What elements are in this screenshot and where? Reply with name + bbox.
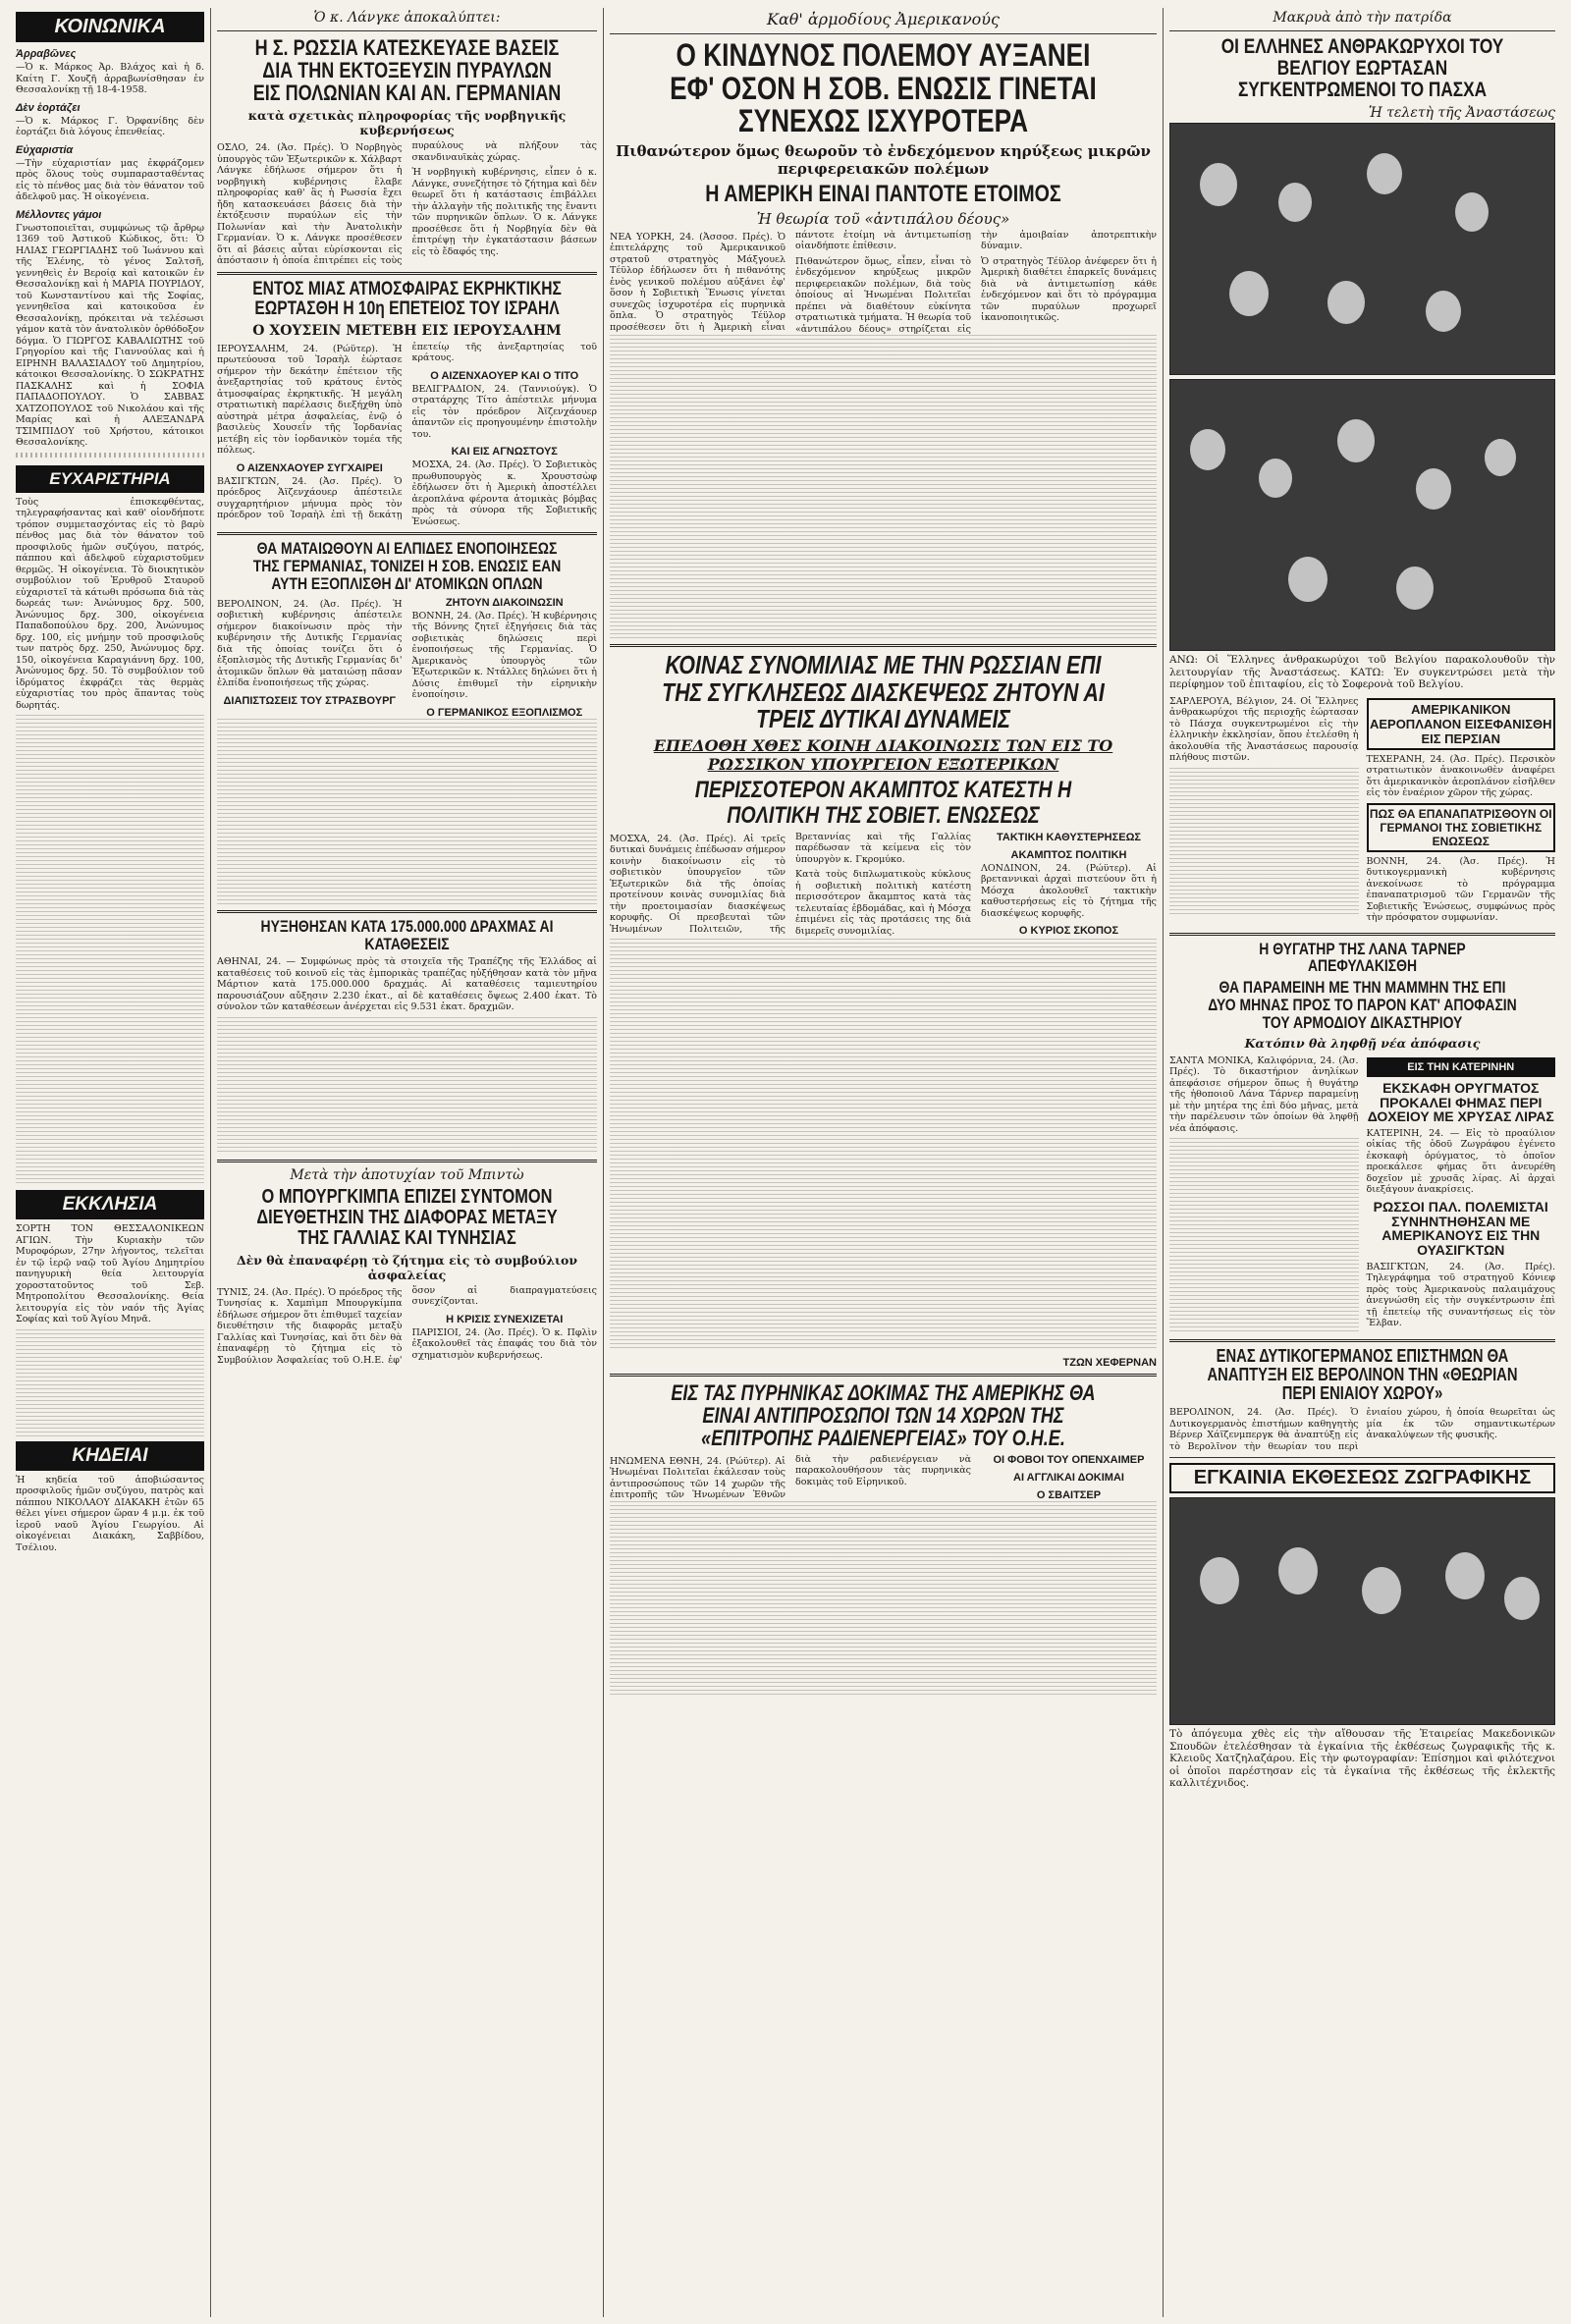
article-subhead: κατὰ σχετικὰς πληροφορίας τῆς νορβηγικῆς κυβερνήσεως	[247, 108, 567, 138]
article-body-western-powers	[610, 832, 1157, 940]
photo-gathering	[1169, 379, 1555, 651]
article-headline-war-risk: Ο ΚΙΝΔΥΝΟΣ ΠΟΛΕΜΟΥ ΑΥΞΑΝΕΙ ΕΦ' ΟΣΟΝ Η ΣΟΒ. ΕΝΩΣΙΣ ΓΙΝΕΤΑΙ ΣΥΝΕΧΩΣ ΙΣΧΥΡΟΤΕΡΑ	[670, 37, 1097, 139]
paragraph: ΗΝΩΜΕΝΑ ΕΘΝΗ, 24. (Ρώϋτερ). Αἱ Ἡνωμέναι Πολιτεῖαι ἐκάλεσαν τοὺς ἀντιπροσώπους τῶν 14 χωρῶν τῆς ἐπιτροπῆς τῶν Ἡνωμένων Ἐθνῶν διὰ τὴν ραδιενέργειαν νὰ παρακολουθήσουν τὰς πυρηνικὰς δοκιμὰς τοῦ Εἰρηνικοῦ.	[610, 1453, 971, 1501]
paragraph: ΟΣΛΟ, 24. (Ἀσ. Πρές). Ὁ Νορβηγὸς ὑπουργὸς τῶν Ἐξωτερικῶν κ. Χάλβαρτ Λάνγκε ἐδήλωσε σήμερον ὅτι ἡ νορβηγικὴ κυβέρνησις ἔλαβε πληροφορίας καθ' ἃς ἡ Ρωσσία ἔχει ἤδη κατασκευάσει βάσεις διὰ τὴν ἐκτόξευσιν πυραύλων εἰς τὴν Πολωνίαν καὶ τὴν Ἀνατολικὴν Γερμανίαν. Ὁ κ. Λάνγκε προσέθεσεν ὅτι αἱ βάσεις αὗται εὑρίσκονται εἰς ἀπόστασιν ἡ ὁποία ἐπιτρέπει εἰς τοὺς πυραύλους νὰ πλήξουν τὰς σκανδιναυϊκὰς χώρας.	[217, 140, 597, 267]
subheading: ΑΚΑΜΠΤΟΣ ΠΟΛΙΤΙΚΗ	[1010, 848, 1127, 861]
article-body-deposits: ΑΘΗΝΑΙ, 24. — Συμφώνως πρὸς τὰ στοιχεῖα τῆς Τραπέζης τῆς Ἑλλάδος αἱ καταθέσεις τοῦ κοινοῦ εἰς τὰς ἐμπορικὰς τραπέζας ηὐξήθησαν κατὰ τὸν μῆνα Μάρτιον κατὰ 175.000.000 δραχμάς. Αἱ καταθέσεις ταμιευτηρίου παρουσιάζουν αὔξησιν 2.230 ἑκατ., αἱ δὲ καταθέσεις ὄψεως 2.400 ἑκατ. Τὸ σύνολον τῶν καταθέσεων ἀνέρχεται εἰς 9.531 ἑκατ. δραχμῶν.	[217, 956, 597, 1013]
text-filler	[16, 715, 204, 1186]
text-filler-2	[610, 939, 1157, 1351]
section-title-social: ΚΟΙΝΩΝΙΚΑ	[16, 12, 204, 42]
paragraph: ΜΟΣΧΑ, 24. (Ἀσ. Πρές). Αἱ τρεῖς δυτικαὶ δυνάμεις ἐπέδωσαν σήμερον κοινὴν διακοίνωσιν εἰς τὸ σοβιετικὸν ὑπουργεῖον τῶν Ἐξωτερικῶν διὰ τῆς ὁποίας προτείνουν κοινὰς συνομιλίας διὰ τὴν προετοιμασίαν διασκέψεως κορυφῆς. Οἱ πρεσβευταὶ τῶν Ἡνωμένων Πολιτειῶν, τῆς Βρεταννίας καὶ τῆς Γαλλίας παρέδωσαν τὰ κείμενα εἰς τὸν ὑπουργὸν κ. Γκρομύκο.	[610, 831, 971, 935]
article-headline-rockets: Η Σ. ΡΩΣΣΙΑ ΚΑΤΕΣΚΕΥΑΣΕ ΒΑΣΕΙΣ ΔΙΑ ΤΗΝ ΕΚΤΟΞΕΥΣΙΝ ΠΥΡΑΥΛΩΝ ΕΙΣ ΠΟΛΩΝΙΑΝ ΚΑΙ ΑΝ. ΓΕΡΜΑΝΙΑΝ	[252, 35, 562, 106]
paragraph: Ὁ στρατηγὸς Τέϋλορ ἀνέφερεν ὅτι ἡ Ἀμερικὴ διαθέτει ἐπαρκεῖς δυνάμεις διὰ νὰ ἀντιμετωπίσῃ κάθε ἐνδεχόμενον καὶ ὅτι τὸ πρόγραμμα τῶν πυραύλων προχωρεῖ ἱκανοποιητικῶς.	[981, 255, 1157, 324]
article-headline-lana-turner: Η ΘΥΓΑΤΗΡ ΤΗΣ ΛΑΝΑ ΤΑΡΝΕΡ ΑΠΕΦΥΛΑΚΙΣΘΗ	[1259, 939, 1466, 976]
article-subhead-tunisia: Δὲν θὰ ἐπαναφέρῃ τὸ ζήτημα εἰς τὸ συμβούλιον ἀσφαλείας	[236, 1252, 578, 1282]
article-body-rockets	[217, 140, 597, 267]
article-body-tunisia	[217, 1285, 597, 1367]
funeral-text: Ἡ κηδεία τοῦ ἀποβιώσαντος προσφιλοῦς ἡμῶν συζύγου, πατρὸς καὶ πάππου ΝΙΚΟΛΑΟΥ ΔΙΑΚΑΚΗ ἐτῶν 65 θέλει γίνει σήμερον ὥραν 4 μ.μ. ἐκ τοῦ ἱεροῦ ναοῦ Ἁγίου Γεωργίου. Αἱ οἰκογένειαι Διακάκη, Σαββίδου, Τσέλιου.	[16, 1474, 204, 1553]
subheading: ΚΑΙ ΕΙΣ ΑΓΝΩΣΤΟΥΣ	[451, 446, 558, 459]
article-kicker: Ὁ κ. Λάνγκε ἀποκαλύπτει:	[313, 10, 501, 26]
article-body-germany	[217, 597, 597, 719]
article-body-war	[610, 230, 1157, 336]
section-title-funerals: ΚΗΔΕΙΑΙ	[16, 1441, 204, 1471]
article-headline-america-ready: Η ΑΜΕΡΙΚΗ ΕΙΝΑΙ ΠΑΝΤΟΤΕ ΕΤΟΙΜΟΣ	[705, 180, 1061, 207]
article-headline-exhibition: ΕΓΚΑΙΝΙΑ ΕΚΘΕΣΕΩΣ ΖΩΓΡΑΦΙΚΗΣ	[1169, 1463, 1555, 1493]
article-body-israel	[217, 342, 597, 528]
photo-easter-service	[1169, 123, 1555, 375]
article-headline-western-powers: ΚΟΙΝΑΣ ΣΥΝΟΜΙΛΙΑΣ ΜΕ ΤΗΝ ΡΩΣΣΙΑΝ ΕΠΙ ΤΗΣ ΣΥΓΚΛΗΣΕΩΣ ΔΙΑΣΚΕΨΕΩΣ ΖΗΤΟΥΝ ΑΙ ΤΡΕΙΣ ΔΥΤΙΚΑΙ ΔΥΝΑΜΕΙΣ	[662, 650, 1105, 734]
article-body-plane: ΤΕΧΕΡΑΝΗ, 24. (Ἀσ. Πρές). Περσικὸν στρατιωτικὸν ἀνακοινωθὲν ἀναφέρει ὅτι ἀμερικανικὸν ἀεροπλάνον εἰσῆλθεν εἰς τὸν ἐναέριον χῶρον τῆς χώρας.	[1366, 753, 1555, 799]
text-filler-2	[217, 1017, 597, 1155]
engagements-text: —Ὁ κ. Μάρκος Ἀρ. Βλάχος καὶ ἡ δ. Καίτη Γ. Χουζῆ ἀρραβωνίσθησαν ἐν Θεσσαλονίκῃ τῇ 18-4-1958.	[16, 62, 204, 95]
article-headline-deposits: ΗΥΞΗΘΗΣΑΝ ΚΑΤΑ 175.000.000 ΔΡΑΧΜΑΣ ΑΙ ΚΑΤΑΘΕΣΕΙΣ	[260, 916, 554, 953]
article-body-miners: ΣΑΡΛΕΡΟΥΑ, Βέλγιον, 24. Οἱ Ἕλληνες ἀνθρακωρύχοι τῆς περιοχῆς ἑώρτασαν τὸ Πάσχα συγκεντρωμένοι εἰς τὴν ἑλληνικὴν ἐκκλησίαν, ὅπου ἐτελέσθη ἡ ἀκολουθία τῆς Ἀναστάσεως παρουσίᾳ πλήθους πιστῶν.	[1169, 695, 1359, 764]
article-kicker-tunisia: Μετὰ τὴν ἀποτυχίαν τοῦ Μπιντὼ	[290, 1166, 524, 1183]
article-headline-veterans: ΡΩΣΣΟΙ ΠΑΛ. ΠΟΛΕΜΙΣΤΑΙ ΣΥΝΗΝΤΗΘΗΣΑΝ ΜΕ ΑΜΕΡΙΚΑΝΟΥΣ ΕΙΣ ΤΗΝ ΟΥΑΣΙΓΚΤΩΝ	[1373, 1198, 1548, 1258]
column-social	[10, 8, 211, 2317]
not-celebrating-text: —Ὁ κ. Μάρκος Γ. Ὀρφανίδης δὲν ἑορτάζει διὰ λόγους ἐπενθείας.	[16, 115, 204, 137]
section-title-thanks: ΕΥΧΑΡΙΣΤΗΡΙΑ	[16, 465, 204, 493]
article-subhead-easter: Ἡ τελετὴ τῆς Ἀναστάσεως	[1368, 105, 1555, 122]
thanks-notice-text: Τοὺς ἐπισκεφθέντας, τηλεγραφήσαντας καὶ καθ' οἱονδήποτε τρόπον συμμετασχόντας εἰς τὸ βαρὺ πένθος μας διὰ τὸν θάνατον τοῦ προσφιλοῦς ἡμῶν συζύγου, πατρός, πάππου καὶ ἀδελφοῦ εὐχαριστοῦμεν θερμῶς. Ἡ οἰκογένεια. Τὸ διοικητικὸν συμβούλιον τοῦ Ἐρυθροῦ Σταυροῦ εὐχαριστεῖ τὰ κάτωθι πρόσωπα διὰ τὰς δωρεάς των: Ἀνώνυμος δρχ. 500, Ἀνώνυμος δρχ. 300, οἰκογένεια Παπαδοπούλου δρχ. 200, Ἀνώνυμος δρχ. 100, εἰς μνήμην τοῦ προσφιλοῦς των πατρὸς δρχ. 250, Ἀνώνυμος δρχ. 150, οἰκογένεια Καραγιάννη δρχ. 100, Ἀνώνυμος δρχ. 50. Τὸ συμβούλιον τοῦ ἱδρύματος ἐκφράζει τὰς θερμὰς εὐχαριστίας του πρὸς ἅπαντας τοὺς δωρητάς.	[16, 496, 204, 711]
article-headline-repatriation: ΠΩΣ ΘΑ ΕΠΑΝΑΠΑΤΡΙΣΘΟΥΝ ΟΙ ΓΕΡΜΑΝΟΙ ΤΗΣ ΣΟΒΙΕΤΙΚΗΣ ΕΝΩΣΕΩΣ	[1367, 803, 1556, 852]
photo-exhibition	[1169, 1497, 1555, 1725]
article-headline-rigid-policy: ΠΕΡΙΣΣΟΤΕΡΟΝ ΑΚΑΜΠΤΟΣ ΚΑΤΕΣΤΗ Η ΠΟΛΙΤΙΚΗ ΤΗΣ ΣΟΒΙΕΤ. ΕΝΩΣΕΩΣ	[694, 777, 1072, 829]
article-headline-tunisia: Ο ΜΠΟΥΡΓΚΙΜΠΑ ΕΠΙΖΕΙ ΣΥΝΤΟΜΟΝ ΔΙΕΥΘΕΤΗΣΙΝ ΤΗΣ ΔΙΑΦΟΡΑΣ ΜΕΤΑΞΥ ΤΗΣ ΓΑΛΛΙΑΣ ΚΑΙ ΤΥΝΗΣΙΑΣ	[256, 1185, 558, 1249]
article-body-gold: ΚΑΤΕΡΙΝΗ, 24. — Εἰς τὸ προαύλιον οἰκίας τῆς ὁδοῦ Ζωγράφου ἐγένετο ἐκσκαφὴ ὀρύγματος, τὸ ὁποῖον προεκάλεσε φήμας ὅτι ἀνευρέθη δοχεῖον μὲ χρυσᾶς λίρας. Αἱ ἀρχαὶ διεξάγουν ἀνακρίσεις.	[1366, 1127, 1555, 1196]
article-kicker-war: Καθ' ἁρμοδίους Ἀμερικανούς	[767, 10, 1000, 28]
text-lines	[16, 453, 204, 458]
subheading: ΟΙ ΦΟΒΟΙ ΤΟΥ ΟΠΕΝΧΑΙΜΕΡ	[993, 1453, 1145, 1466]
paragraph: Πιθανώτερον ὅμως, εἶπεν, εἶναι τὸ ἐνδεχόμενον κηρύξεως μικρῶν περιφερειακῶν πολέμων, διὰ τοὺς ὁποίους αἱ Ἡνωμέναι Πολιτεῖαι πρέπει νὰ διαθέτουν εὐκίνητα στρατιωτικὰ τμήματα. Ἡ θεωρία τοῦ «ἀντιπάλου δέους» στηρίζεται εἰς τὴν ἀμοιβαίαν ἀποτρεπτικὴν δύναμιν.	[795, 229, 1157, 335]
article-body-repatriation: ΒΟΝΝΗ, 24. (Ἀσ. Πρές). Ἡ δυτικογερμανικὴ κυβέρνησις ἀνεκοίνωσε τὸ πρόγραμμα ἐπαναπατρισμοῦ τῶν Γερμανῶν τῆς Σοβιετικῆς Ἑνώσεως, συμφώνως πρὸς τὴν πρόσφατον συμφωνίαν.	[1366, 855, 1555, 924]
paragraph: ΤΥΝΙΣ, 24. (Ἀσ. Πρές). Ὁ πρόεδρος τῆς Τυνησίας κ. Χαμπὶμπ Μπουργκίμπα ἐδήλωσε σήμερον ὅτι ἐπιθυμεῖ ταχείαν διευθέτησιν τῆς διαφορᾶς μεταξὺ Γαλλίας καὶ Τυνησίας, καὶ ὅτι δὲν θὰ ἐπαναφέρῃ τὸ ζήτημα εἰς τὸ Συμβούλιον Ἀσφαλείας τοῦ Ο.Η.Ε. ἐφ' ὅσον αἱ διαπραγματεύσεις συνεχίζονται.	[217, 1284, 597, 1366]
text-filler	[610, 335, 1157, 639]
paragraph: ΠΑΡΙΣΙΟΙ, 24. (Ἀσ. Πρές). Ὁ κ. Πφλὶν ἐξακολουθεῖ τὰς ἐπαφάς του διὰ τὸν σχηματισμὸν κυβερνήσεως.	[411, 1326, 597, 1361]
article-headline-custody: ΘΑ ΠΑΡΑΜΕΙΝΗ ΜΕ ΤΗΝ ΜΑΜΜΗΝ ΤΗΣ ΕΠΙ ΔΥΟ ΜΗΝΑΣ ΠΡΟΣ ΤΟ ΠΑΡΟΝ ΚΑΤ' ΑΠΟΦΑΣΙΝ ΤΟΥ ΑΡΜΟΔΙΟΥ ΔΙΚΑΣΤΗΡΙΟΥ	[1208, 978, 1517, 1033]
subheading: Ο ΑΙΖΕΝΧΑΟΥΕΡ ΚΑΙ Ο ΤΙΤΟ	[430, 369, 579, 382]
article-subhead-hussein: Ο ΧΟΥΣΕΙΝ ΜΕΤΕΒΗ ΕΙΣ ΙΕΡΟΥΣΑΛΗΜ	[252, 322, 562, 339]
article-headline-germany: ΘΑ ΜΑΤΑΙΩΘΟΥΝ ΑΙ ΕΛΠΙΔΕΣ ΕΝΟΠΟΙΗΣΕΩΣ ΤΗΣ ΓΕΡΜΑΝΙΑΣ, ΤΟΝΙΖΕΙ Η ΣΟΒ. ΕΝΩΣΙΣ ΕΑΝ ΑΥΤΗ ΕΞΟΠΛΙΣΘΗ ΔΙ' ΑΤΟΜΙΚΩΝ ΟΠΛΩΝ	[252, 539, 562, 593]
subheading: ΤΑΚΤΙΚΗ ΚΑΘΥΣΤΕΡΗΣΕΩΣ	[997, 831, 1141, 843]
subheading: Ο ΚΥΡΙΟΣ ΣΚΟΠΟΣ	[1018, 925, 1119, 938]
thanks-text: —Τὴν εὐχαριστίαν μας ἐκφράζομεν πρὸς ὅλους τοὺς συμπαρασταθέντας εἰς τὸ πένθος μας διὰ τὸν θάνατον τοῦ ἀδελφοῦ μας. Ἡ οἰκογένεια.	[16, 157, 204, 202]
article-headline-gold: ΕΚΣΚΑΦΗ ΟΡΥΓΜΑΤΟΣ ΠΡΟΚΑΛΕΙ ΦΗΜΑΣ ΠΕΡΙ ΔΟΧΕΙΟΥ ΜΕ ΧΡΥΣΑΣ ΛΙΡΑΣ	[1367, 1079, 1554, 1125]
newspaper-page	[10, 8, 1561, 2317]
text-filler	[217, 719, 597, 905]
subheading: Ο ΑΙΖΕΝΧΑΟΥΕΡ ΣΥΓΧΑΙΡΕΙ	[236, 461, 383, 474]
paragraph: Κατὰ τοὺς διπλωματικοὺς κύκλους ἡ σοβιετικὴ πολιτικὴ κατέστη περισσότερον ἄκαμπτος κατὰ τὰς τελευταίας ἑβδομάδας, καὶ ἡ Μόσχα ἐπιμένει εἰς τὰς προτάσεις της διὰ διμερεῖς συνομιλίας.	[795, 869, 971, 937]
paragraph: ΒΕΛΙΓΡΑΔΙΟΝ, 24. (Ταννιούγκ). Ὁ στρατάρχης Τίτο ἀπέστειλε μήνυμα εἰς τὸν πρόεδρον Ἀϊζενχάουερ ἀπαντῶν εἰς προηγουμένην ἐπιστολὴν του.	[411, 383, 597, 440]
article-subhead-theory: Ἡ θεωρία τοῦ «ἀντιπάλου δέους»	[756, 209, 1010, 228]
text-filler-3	[610, 1501, 1157, 1698]
column-four	[1164, 8, 1561, 2317]
text-filler-2	[1169, 1138, 1359, 1334]
article-signature: ΤΖΩΝ ΧΕΦΕΡΝΑΝ	[1062, 1357, 1157, 1370]
subheading: Ο ΓΕΡΜΑΝΙΚΟΣ ΕΞΟΠΛΙΣΜΟΣ	[426, 706, 583, 719]
article-headline-plane: ΑΜΕΡΙΚΑΝΙΚΟΝ ΑΕΡΟΠΛΑΝΟΝ ΕΙΣΕΦΑΝΙΣΘΗ ΕΙΣ ΠΕΡΣΙΑΝ	[1367, 698, 1556, 750]
article-headline-nuclear-tests: ΕΙΣ ΤΑΣ ΠΥΡΗΝΙΚΑΣ ΔΟΚΙΜΑΣ ΤΗΣ ΑΜΕΡΙΚΗΣ ΘΑ ΕΙΝΑΙ ΑΝΤΙΠΡΟΣΩΠΟΙ ΤΩΝ 14 ΧΩΡΩΝ ΤΗΣ «ΕΠΙΤΡΟΠΗΣ ΡΑΔΙΕΝΕΡΓΕΙΑΣ» ΤΟΥ Ο.Η.Ε.	[671, 1380, 1096, 1451]
not-celebrating-heading: Δὲν ἑορτάζει	[16, 101, 81, 114]
article-subhead-note: ΕΠΕΔΟΘΗ ΧΘΕΣ ΚΟΙΝΗ ΔΙΑΚΟΙΝΩΣΙΣ ΤΩΝ ΕΙΣ ΤΟ ΡΩΣΣΙΚΟΝ ΥΠΟΥΡΓΕΙΟΝ ΕΞΩΤΕΡΙΚΩΝ	[653, 736, 1113, 775]
article-body-nuclear-tests	[610, 1454, 1157, 1501]
article-body-scientist: ΒΕΡΟΛΙΝΟΝ, 24. (Ἀσ. Πρές). Ὁ Δυτικογερμανὸς ἐπιστήμων καθηγητὴς Βέρνερ Χάϊζενμπεργκ θὰ ἀναπτύξῃ εἰς τὸ Βερολῖνον τὴν θεωρίαν του περὶ ἑνιαίου χώρου, ἡ ὁποία θεωρεῖται ὡς μία ἐκ τῶν σημαντικωτέρων ἀνακαλύψεων τῆς φυσικῆς.	[1169, 1407, 1555, 1452]
article-subhead-war: Πιθανώτερον ὅμως θεωροῦν τὸ ἐνδεχόμενον κηρύξεως μικρῶν περιφερειακῶν πολέμων	[616, 141, 1151, 178]
article-headline-scientist: ΕΝΑΣ ΔΥΤΙΚΟΓΕΡΜΑΝΟΣ ΕΠΙΣΤΗΜΩΝ ΘΑ ΑΝΑΠΤΥΞΗ ΕΙΣ ΒΕΡΟΛΙΝΟΝ ΤΗΝ «ΘΕΩΡΙΑΝ ΠΕΡΙ ΕΝΙΑΙΟΥ ΧΩΡΟΥ»	[1207, 1346, 1518, 1404]
article-headline-israel: ΕΝΤΟΣ ΜΙΑΣ ΑΤΜΟΣΦΑΙΡΑΣ ΕΚΡΗΚΤΙΚΗΣ ΕΩΡΤΑΣΘΗ Η 10η ΕΠΕΤΕΙΟΣ ΤΟΥ ΙΣΡΑΗΛ	[252, 278, 562, 319]
article-kicker-belgium: Μακρυὰ ἀπὸ τὴν πατρίδα	[1273, 10, 1452, 26]
article-kicker-katerini: ΕΙΣ ΤΗΝ ΚΑΤΕΡΙΝΗΝ	[1367, 1057, 1556, 1077]
paragraph: ΝΕΑ ΥΟΡΚΗ, 24. (Ἀσσοσ. Πρές). Ὁ ἐπιτελάρχης τοῦ Ἀμερικανικοῦ στρατοῦ στρατηγὸς Μάξγουελ Τέϋλορ ἐδήλωσεν ὅτι ἡ πιθανότης ἐνὸς γενικοῦ πολέμου αὐξάνει ἐφ' ὅσον ἡ Σοβιετικὴ Ἕνωσις γίνεται συνεχῶς ἰσχυροτέρα εἰς πυρηνικὰ ὅπλα. Ὁ στρατηγὸς Τέϋλορ προσέθεσεν ὅτι ἡ Ἀμερικὴ εἶναι πάντοτε ἑτοίμη νὰ ἀντιμετωπίσῃ οἱανδήποτε ἐπίθεσιν.	[610, 229, 971, 333]
subheading: ΑΙ ΑΓΓΛΙΚΑΙ ΔΟΚΙΜΑΙ	[1013, 1471, 1124, 1484]
photo-caption-miners: ΑΝΩ: Οἱ Ἕλληνες ἀνθρακωρύχοι τοῦ Βελγίου παρακολουθοῦν τὴν λειτουργίαν τῆς Ἀναστάσεως. ΚΑΤΩ: Ἐν συγκεντρώσει μετὰ τὴν περίφημον τοῦ ἐπιταφίου, εἰς τὸ Σοφερονὰ τοῦ Βελγίου.	[1169, 654, 1555, 691]
paragraph: ΙΕΡΟΥΣΑΛΗΜ, 24. (Ρώϋτερ). Ἡ πρωτεύουσα τοῦ Ἰσραὴλ ἑώρτασε σήμερον τὴν δεκάτην ἐπέτειον τῆς ἀνεξαρτησίας τοῦ κράτους ἐντὸς ἀτμοσφαίρας ἐκρηκτικῆς. Ἡ μεγάλη στρατιωτικὴ παρέλασις διεξήχθη ὑπὸ αὐστηρὰ μέτρα ἀσφαλείας, ἐνῷ ὁ βασιλεὺς Χουσεΐν τῆς Ἰορδανίας μετέβη εἰς τὸν ἰορδανικὸν τομέα τῆς πόλεως.	[217, 343, 403, 457]
subheading: ΔΙΑΠΙΣΤΩΣΕΙΣ ΤΟΥ ΣΤΡΑΣΒΟΥΡΓ	[223, 694, 397, 707]
subheading: ΖΗΤΟΥΝ ΔΙΑΚΟΙΝΩΣΙΝ	[445, 596, 564, 609]
paragraph: ΒΑΣΙΓΚΤΩΝ, 24. (Ἀσ. Πρές). Ὁ πρόεδρος Ἀϊζενχάουερ ἀπέστειλε συγχαρητήριον μήνυμα πρὸς τὸν πρόεδρον τοῦ Ἰσραὴλ ἐπὶ τῇ δεκάτῃ ἐπετείῳ τῆς ἀνεξαρτησίας τοῦ κράτους.	[217, 341, 597, 521]
text-filler	[1169, 768, 1359, 915]
subheading: Ο ΣΒΑΙΤΣΕΡ	[1036, 1488, 1102, 1501]
subheading: Η ΚΡΙΣΙΣ ΣΥΝΕΧΙΖΕΤΑΙ	[446, 1313, 564, 1325]
text-filler-2	[16, 1329, 204, 1437]
paragraph: ΜΟΣΧΑ, 24. (Ἀσ. Πρές). Ὁ Σοβιετικὸς πρωθυπουργὸς κ. Χρουστσὼφ ἐδήλωσεν ὅτι ἡ Ἀμερικὴ ἀποστέλλει ἀεροπλάνα φέροντα ἀτομικὰς βόμβας πρὸς τὰ σύνορα τῆς Σοβιετικῆς Ἑνώσεως.	[411, 459, 597, 527]
photo-caption-exhibition: Τὸ ἀπόγευμα χθὲς εἰς τὴν αἴθουσαν τῆς Ἑταιρείας Μακεδονικῶν Σπουδῶν ἐτελέσθησαν τὰ ἐγκαίνια τῆς ἐκθέσεως ζωγραφικῆς τῆς κ. Κλειοῦς Χατζηλαζάρου. Εἰς τὴν φωτογραφίαν: Ἐπίσημοι καὶ φιλότεχνοι οἱ ὁποῖοι παρέστησαν εἰς τὰ ἐγκαίνια τῆς ἐκθέσεως τῆς ἐκλεκτῆς καλλιτέχνιδος.	[1169, 1728, 1555, 1790]
column-two	[211, 8, 604, 2317]
article-body-lana: ΣΑΝΤΑ ΜΟΝΙΚΑ, Καλιφόρνια, 24. (Ἀσ. Πρές). Τὸ δικαστήριον ἀνηλίκων ἀπεφάσισε σήμερον ὅπως ἡ θυγάτηρ τῆς ἠθοποιοῦ Λάνα Τάρνερ παραμείνῃ μὲ τὴν μητέρα της ἐπὶ δύο μῆνας, μετὰ τὴν παρέλευσιν τῶν ὁποίων θὰ ληφθῇ νέα ἀπόφασις.	[1169, 1054, 1359, 1134]
article-body-veterans: ΒΑΣΙΓΚΤΩΝ, 24. (Ἀσ. Πρές). Τηλεγράφημα τοῦ στρατηγοῦ Κόνιεφ πρὸς τοὺς Ἀμερικανοὺς παλαιμάχους ἀνεγνώσθη εἰς τὴν συγκέντρωσιν ἐπὶ τῇ ἐπετείῳ τῆς συναντήσεως εἰς τὸν Ἔλβαν.	[1366, 1261, 1555, 1329]
column-three	[604, 8, 1164, 2317]
engagements-heading: Ἀρραβῶνες	[16, 48, 77, 60]
weddings-text: Γνωστοποιεῖται, συμφώνως τῷ ἄρθρῳ 1369 τοῦ Ἀστικοῦ Κώδικος, ὅτι: Ὁ ΗΛΙΑΣ ΓΕΩΡΓΙΑΔΗΣ τοῦ Ἰωάννου καὶ τῆς Ἑλένης, τὸ γένος Σαλτσῆ, γεννηθεὶς ἐν Βεροίᾳ καὶ κατοικῶν ἐν Θεσσαλονίκῃ καὶ ἡ ΜΑΡΙΑ ΠΟΥΡΙΔΟΥ, τοῦ Κωνσταντίνου καὶ τῆς Σοφίας, γεννηθεῖσα καὶ κατοικοῦσα ἐν Θεσσαλονίκῃ, πρόκειται νὰ τελέσωσι γάμον κατὰ τὸν ἀνατολικὸν ὀρθόδοξον δόγμα. Ὁ ΓΙΩΡΓΟΣ ΚΑΒΑΛΙΩΤΗΣ τοῦ Γρηγορίου καὶ τῆς Γιαννούλας καὶ ἡ ΕΙΡΗΝΗ ΒΑΛΑΣΙΑΔΟΥ τοῦ Δημητρίου, κάτοικοι Θεσσαλονίκης. Ὁ ΣΩΚΡΑΤΗΣ ΠΑΣΚΑΛΗΣ καὶ ἡ ΣΟΦΙΑ ΠΑΠΑΔΟΠΟΥΛΟΥ. Ὁ ΣΑΒΒΑΣ ΧΑΤΖΟΠΟΥΛΟΣ τοῦ Νικολάου καὶ τῆς Μαρίας καὶ ἡ ΑΛΕΞΑΝΔΡΑ ΤΣΙΜΠΙΔΟΥ τοῦ Χρήστου, κάτοικοι Θεσσαλονίκης.	[16, 222, 204, 448]
church-text: ΣΟΡΤΗ ΤΟΝ ΘΕΣΣΑΛΟΝΙΚΕΩΝ ΑΓΙΩΝ. Τὴν Κυριακὴν τῶν Μυροφόρων, 27ην λήγοντος, τελεῖται ἐν τῷ ἱερῷ ναῷ τοῦ Ἁγίου Δημητρίου πανηγυρικὴ θεία λειτουργία χοροστατοῦντος τοῦ Σεβ. Μητροπολίτου Θεσσαλονίκης. Θεία λειτουργία εἰς τὸν ναόν τῆς Ἁγίας Σοφίας καὶ τοῦ Ἁγίου Μηνᾶ.	[16, 1223, 204, 1324]
paragraph: ΛΟΝΔΙΝΟΝ, 24. (Ρώϋτερ). Αἱ βρεταννικαὶ ἀρχαὶ πιστεύουν ὅτι ἡ Μόσχα ἀκολουθεῖ τακτικὴν καθυστερήσεως εἰς τὸ ζήτημα τῆς διασκέψεως κορυφῆς.	[981, 862, 1157, 919]
article-headline-miners: ΟΙ ΕΛΛΗΝΕΣ ΑΝΘΡΑΚΩΡΥΧΟΙ ΤΟΥ ΒΕΛΓΙΟΥ ΕΩΡΤΑΣΑΝ ΣΥΓΚΕΝΤΡΩΜΕΝΟΙ ΤΟ ΠΑΣΧΑ	[1220, 35, 1504, 102]
thanks-heading: Εὐχαριστία	[16, 143, 74, 156]
paragraph: Ἡ νορβηγικὴ κυβέρνησις, εἶπεν ὁ κ. Λάνγκε, συνεζήτησε τὸ ζήτημα καὶ δὲν θεωρεῖ ὅτι ἡ κατάστασις ἐπιβάλλει τὴν ἀλλαγὴν τῆς πολιτικῆς της ἔναντι τῶν πυρηνικῶν ὅπλων. Ὁ κ. Λάνγκε προσέθεσε ὅτι ἡ Νορβηγία δὲν θὰ ἐπιτρέψῃ τὴν ἐγκατάστασιν βάσεων εἰς τὸ ἔδαφός της.	[411, 167, 597, 257]
weddings-heading: Μέλλοντες γάμοι	[16, 208, 102, 221]
paragraph: ΒΕΡΟΛΙΝΟΝ, 24. (Ἀσ. Πρές). Ἡ σοβιετικὴ κυβέρνησις ἀπέστειλε σήμερον διακοίνωσιν πρὸς τὴν κυβέρνησιν τῆς Δυτικῆς Γερμανίας διὰ τῆς ὁποίας τονίζει ὅτι ὁ ἐξοπλισμὸς τῆς Δυτικῆς Γερμανίας δι' ἀτομικῶν ὅπλων θὰ ματαιώσῃ πᾶσαν ἐλπίδα ἐνοποιήσεως τῆς χώρας.	[217, 598, 403, 689]
paragraph: ΒΟΝΝΗ, 24. (Ἀσ. Πρές). Ἡ κυβέρνησις τῆς Βόννης ζητεῖ ἐξηγήσεις διὰ τὰς σοβιετικὰς δηλώσεις περὶ ἐνοποιήσεως τῆς Γερμανίας. Ὁ Ἀμερικανὸς ὑπουργὸς τῶν Ἐξωτερικῶν κ. Ντάλλες δηλώνει ὅτι ἡ Δύσις ἐπιθυμεῖ τὴν εἰρηνικὴν ἐνοποίησιν.	[411, 610, 597, 701]
article-subhead-decision: Κατόπιν θὰ ληφθῇ νέα ἀπόφασις	[1244, 1035, 1481, 1051]
section-title-church: ΕΚΚΛΗΣΙΑ	[16, 1190, 204, 1219]
